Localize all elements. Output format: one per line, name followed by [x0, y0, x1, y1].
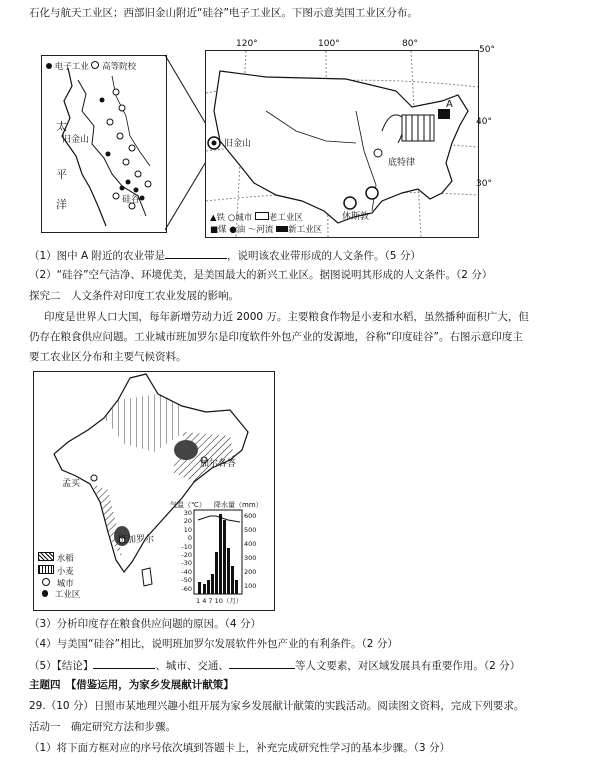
precip-tick: 200	[244, 568, 257, 576]
lat-30: 30°	[476, 179, 492, 189]
temp-tick: 20	[183, 517, 192, 526]
temp-ticks	[176, 509, 192, 593]
old-industry-swatch-icon	[255, 212, 269, 220]
legend-city: 城市	[56, 579, 74, 589]
legend-iron: 铁	[216, 213, 226, 223]
q1-pre: （1）图中 A 附近的农业带是	[29, 250, 166, 262]
new-industry-swatch-icon	[276, 226, 288, 232]
inset-pacific-1: 太	[56, 120, 67, 133]
q5-pre: （5）【结论】	[29, 660, 94, 672]
precip-tick: 400	[244, 540, 257, 548]
india-legend	[38, 552, 80, 601]
legend-oil: 油	[236, 225, 246, 235]
inset-legend	[46, 60, 136, 72]
temp-tick: 0	[187, 534, 192, 543]
us-map-legend: ▲铁 ○城市 老工业区 ■煤 ●油 ～河流 新工业区	[210, 213, 323, 235]
city-sf: 旧金山	[224, 139, 252, 149]
silicon-valley-inset	[41, 55, 167, 233]
month-ticks: 1 4 7 10（月）	[196, 597, 243, 605]
temp-tick: -60	[181, 584, 192, 593]
inset-legend-electronics: 电子工业	[54, 62, 89, 72]
precip-tick: 100	[244, 582, 257, 590]
question-4: （4）与美国“硅谷”相比，说明班加罗尔发展软件外包产业的有利条件。（2 分）	[29, 638, 398, 650]
activity-1-heading: 活动一 确定研究方法和步骤。	[29, 721, 176, 733]
q1-answer-blank[interactable]	[165, 247, 227, 259]
para-line-1: 印度是世界人口大国，每年新增劳动力近 2000 万。主要粮食作物是小麦和水稻，虽然播种面积广大，但	[44, 311, 529, 323]
q5-mid: 、城市、交通、	[155, 660, 229, 672]
intro-line: 石化与航天工业区；西部旧金山附近“硅谷”电子工业区。下图示意美国工业区分布。	[29, 7, 418, 19]
legend-river: 河流	[256, 225, 274, 235]
q5-post: 等人文要素，对区域发展具有重要作用。（2 分）	[294, 660, 521, 672]
climate-title-right: 降水量（mm）	[214, 501, 263, 509]
city-detroit: 底特律	[388, 158, 416, 168]
temp-tick: -40	[181, 567, 192, 576]
inset-legend-university: 高等院校	[102, 62, 137, 72]
question-3: （3）分析印度存在粮食供应问题的原因。（4 分）	[29, 618, 261, 630]
climate-chart	[170, 500, 270, 608]
temp-tick: -50	[181, 576, 192, 585]
precip-tick: 600	[244, 512, 257, 520]
dot-filled-icon	[46, 63, 52, 69]
city-houston: 休斯敦	[342, 212, 370, 222]
q5-blank-2[interactable]	[229, 657, 295, 669]
legend-wheat: 小麦	[56, 567, 74, 577]
temp-tick: 30	[183, 509, 192, 517]
industry-icon	[42, 590, 48, 597]
us-main-map	[205, 39, 495, 238]
temp-tick: -10	[181, 542, 192, 551]
city-kolkata: 加尔各答	[200, 459, 237, 469]
dot-hollow-icon	[91, 61, 99, 69]
lat-40: 40°	[476, 117, 492, 127]
para-line-2: 仍存在粮食供应问题。工业城市班加罗尔是印度软件外包产业的发源地，谷称“印度硅谷”。右图示意印度主	[29, 331, 523, 343]
rice-swatch-icon	[38, 552, 54, 561]
climate-title-left: 气温（℃）	[170, 501, 206, 509]
legend-industry: 工业区	[54, 590, 81, 600]
lon-120: 120°	[236, 39, 258, 49]
lon-80: 80°	[402, 39, 418, 49]
precip-ticks	[244, 509, 256, 593]
inset-siliconvalley-label: 硅谷	[122, 195, 141, 205]
inset-pacific-2: 平	[56, 168, 67, 181]
legend-city: 城市	[235, 213, 253, 223]
city-mumbai: 孟买	[62, 479, 81, 489]
q5-blank-1[interactable]	[93, 657, 155, 669]
question-29-1: （1）将下面方框对应的序号依次填到答题卡上，补充完成研究性学习的基本步骤。（3 分）	[29, 742, 450, 754]
para-line-3: 要工农业区分布和主要气候资料。	[29, 351, 187, 363]
legend-new: 新工业区	[288, 225, 323, 235]
temp-tick: -20	[181, 551, 192, 560]
explore-2-heading: 探究二 人文条件对印度工农业发展的影响。	[29, 290, 239, 302]
precip-tick: 500	[244, 526, 257, 534]
india-map	[33, 371, 275, 611]
temp-tick: 10	[183, 525, 192, 534]
inset-pacific-3: 洋	[56, 198, 67, 211]
question-2: （2）“硅谷”空气洁净、环境优美，是美国最大的新兴工业区。据图说明其形成的人文条件。（2 分）	[29, 269, 493, 281]
lon-100: 100°	[318, 39, 340, 49]
precip-tick: 300	[244, 554, 257, 562]
question-1	[29, 247, 421, 263]
legend-rice: 水稻	[56, 554, 74, 564]
legend-coal: 煤	[218, 225, 227, 235]
lat-50: 50°	[479, 45, 495, 55]
temp-tick: -30	[181, 559, 192, 568]
area-a: A	[446, 99, 453, 110]
city-bangalore: 班加罗尔	[118, 535, 155, 545]
legend-old: 老工业区	[268, 213, 303, 223]
q1-post: ，说明该农业带形成的人文条件。（5 分）	[227, 250, 421, 262]
wheat-swatch-icon	[38, 565, 54, 574]
question-5	[29, 657, 520, 673]
city-dot-icon	[42, 578, 50, 586]
inset-sf-label: 旧金山	[62, 135, 90, 145]
question-29: 29.（10 分）日照市某地理兴趣小组开展为家乡发展献计献策的实践活动。阅读图文资料，完成下列要求。	[29, 700, 525, 712]
theme-4-heading: 主题四 【借鉴运用，为家乡发展献计献策】	[29, 679, 234, 691]
